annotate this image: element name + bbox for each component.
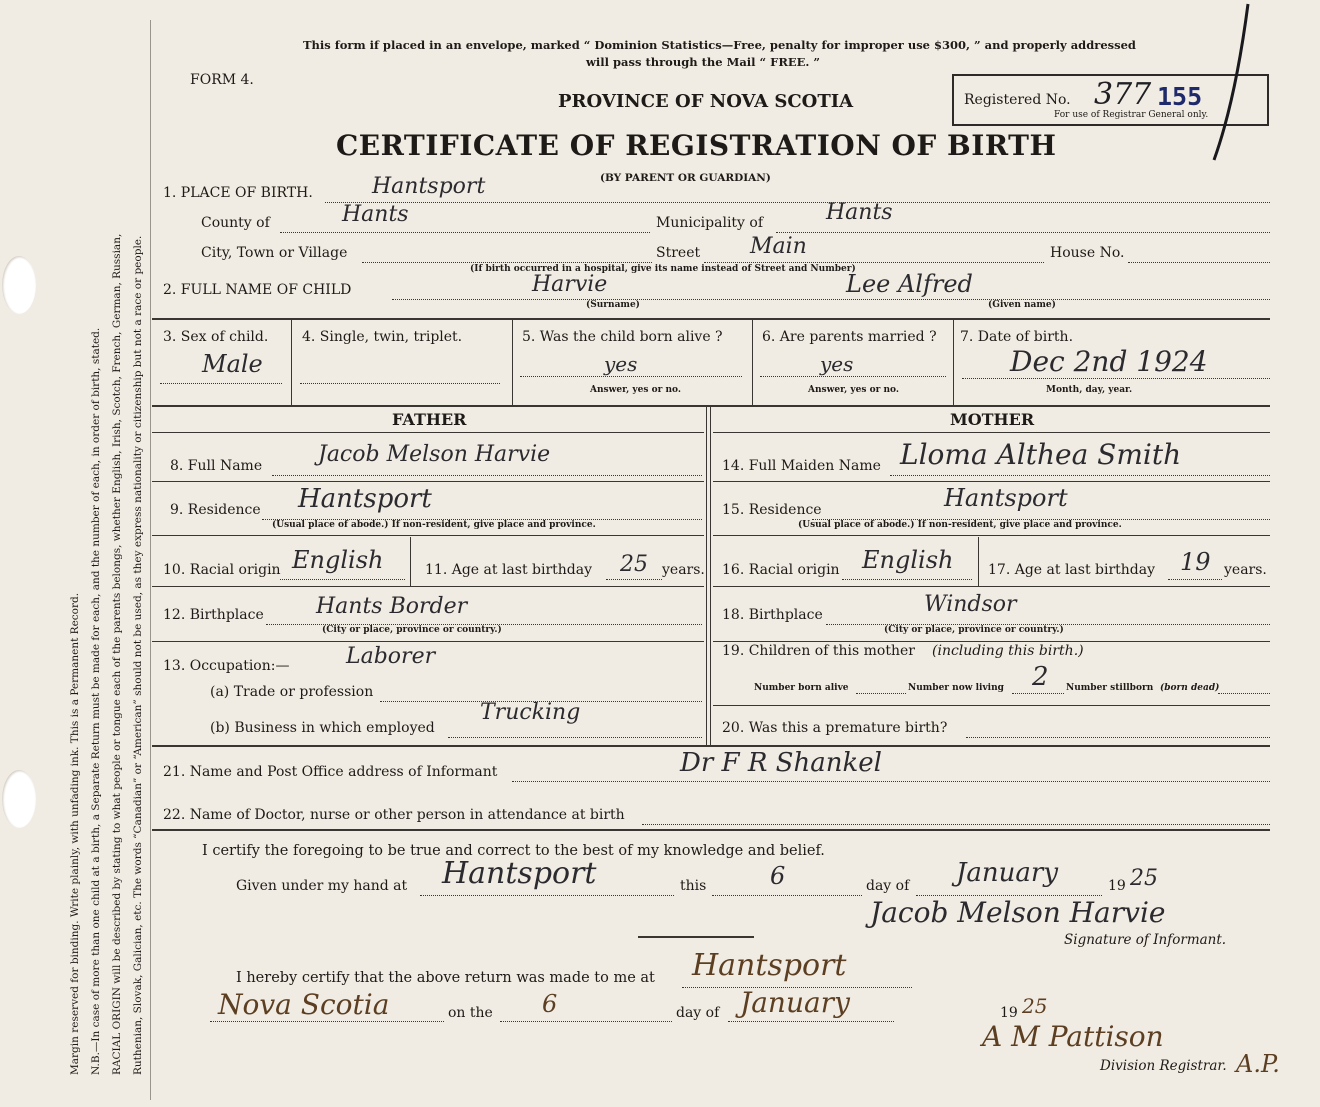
registrar-day-value: 6 bbox=[542, 990, 558, 1018]
children-label: 19. Children of this mother bbox=[722, 643, 915, 659]
informant-value: Dr F R Shankel bbox=[680, 748, 882, 778]
county-label: County of bbox=[201, 215, 270, 231]
children-living-value: 2 bbox=[1032, 662, 1049, 692]
mother-rule-3 bbox=[713, 586, 1270, 587]
dob-value: Dec 2nd 1924 bbox=[1010, 345, 1208, 378]
given-place-line bbox=[420, 895, 674, 896]
given-day-of-label: day of bbox=[866, 878, 910, 894]
registrar-signature: A M Pattison bbox=[982, 1020, 1164, 1053]
informant-signature: Jacob Melson Harvie bbox=[870, 896, 1166, 929]
father-birthplace-label: 12. Birthplace bbox=[163, 607, 264, 623]
place-of-birth-label: 1. PLACE OF BIRTH. bbox=[163, 185, 313, 201]
registrar-day-line bbox=[500, 1021, 672, 1022]
registrar-place2-value: Nova Scotia bbox=[218, 988, 390, 1021]
mother-racial-divider bbox=[978, 537, 979, 587]
premature-line bbox=[966, 737, 1270, 738]
father-occupation-value: Laborer bbox=[346, 644, 436, 669]
father-name-value: Jacob Melson Harvie bbox=[318, 442, 551, 467]
col-divider-2 bbox=[512, 320, 513, 406]
dob-line bbox=[962, 378, 1270, 379]
father-heading: FATHER bbox=[392, 410, 467, 429]
informant-label: 21. Name and Post Office address of Informant bbox=[163, 764, 498, 780]
mother-rule-1 bbox=[713, 481, 1270, 482]
children-stillborn-line bbox=[1218, 693, 1270, 694]
col-divider-4 bbox=[953, 320, 954, 406]
father-business-label: (b) Business in which employed bbox=[210, 720, 435, 736]
certificate-title: CERTIFICATE OF REGISTRATION OF BIRTH bbox=[336, 129, 1057, 162]
registrar-month-line bbox=[728, 1021, 894, 1022]
father-racial-line bbox=[280, 579, 405, 580]
mother-residence-label: 15. Residence bbox=[722, 502, 822, 518]
married-line bbox=[760, 376, 946, 377]
father-racial-label: 10. Racial origin bbox=[163, 562, 281, 578]
mother-residence-caption: (Usual place of abode.) If non-resident, give place and province. bbox=[798, 520, 1122, 530]
mother-years-label: years. bbox=[1224, 562, 1267, 578]
mother-rule-5 bbox=[713, 705, 1270, 706]
father-heading-rule bbox=[152, 432, 704, 433]
postal-notice-line2: will pass through the Mail “ FREE. ” bbox=[586, 55, 821, 69]
county-value: Hants bbox=[342, 202, 409, 227]
mother-rule-4 bbox=[713, 641, 1270, 642]
given-month-value: January bbox=[956, 858, 1059, 888]
full-name-line bbox=[392, 299, 1270, 300]
father-rule-3 bbox=[152, 586, 704, 587]
father-racial-value: English bbox=[292, 546, 384, 574]
born-alive-label: 5. Was the child born alive ? bbox=[522, 329, 723, 345]
registrar-year-suffix: 25 bbox=[1022, 994, 1048, 1018]
parent-divider-left bbox=[706, 407, 707, 745]
certificate-subtitle: (BY PARENT OR GUARDIAN) bbox=[600, 172, 771, 184]
parent-divider-right bbox=[710, 407, 711, 745]
informant-line bbox=[512, 781, 1270, 782]
form-number: FORM 4. bbox=[190, 72, 254, 88]
father-name-line bbox=[272, 475, 702, 476]
father-business-line bbox=[448, 737, 702, 738]
married-caption: Answer, yes or no. bbox=[808, 385, 899, 395]
mother-name-value: Lloma Althea Smith bbox=[900, 438, 1182, 471]
place-of-birth-value: Hantsport bbox=[372, 174, 486, 199]
hospital-note: (If birth occurred in a hospital, give its name instead of Street and Number) bbox=[470, 264, 856, 274]
given-name-value: Lee Alfred bbox=[846, 270, 973, 298]
city-label: City, Town or Village bbox=[201, 245, 348, 261]
children-living-label: Number now living bbox=[908, 683, 1004, 693]
sidenote-multiple-births: N.B.—In case of more than one child at a birth, a Separate Return must be made for each, and the number of each, in order of birth, stated. bbox=[90, 327, 102, 1075]
municipality-value: Hants bbox=[826, 200, 893, 225]
binding-hole-bottom bbox=[2, 770, 36, 828]
binding-hole-top bbox=[2, 256, 36, 314]
father-racial-divider bbox=[410, 537, 411, 587]
father-age-line bbox=[606, 579, 662, 580]
mother-age-line bbox=[1168, 579, 1222, 580]
registrar-place-value: Hantsport bbox=[692, 948, 847, 983]
street-line bbox=[704, 262, 1044, 263]
house-number-line bbox=[1128, 262, 1270, 263]
father-years-label: years. bbox=[662, 562, 705, 578]
registrar-day-of-label: day of bbox=[676, 1005, 720, 1021]
registered-number-stamped: 155 bbox=[1157, 82, 1203, 111]
street-value: Main bbox=[750, 234, 807, 259]
married-label: 6. Are parents married ? bbox=[762, 329, 937, 345]
doctor-label: 22. Name of Doctor, nurse or other person in attendance at birth bbox=[163, 807, 625, 823]
mother-age-label: 17. Age at last birthday bbox=[988, 562, 1156, 578]
mother-birthplace-caption: (City or place, province or country.) bbox=[884, 625, 1064, 635]
born-alive-caption: Answer, yes or no. bbox=[590, 385, 681, 395]
mother-racial-label: 16. Racial origin bbox=[722, 562, 840, 578]
children-born-alive-line bbox=[856, 693, 906, 694]
province-heading: PROVINCE OF NOVA SCOTIA bbox=[558, 91, 854, 112]
children-stillborn-label: Number stillborn bbox=[1066, 683, 1154, 693]
registrar-year-prefix: 19 bbox=[1000, 1005, 1018, 1021]
given-year-prefix: 19 bbox=[1108, 878, 1126, 894]
sidenote-racial-origin-continued: Ruthenian, Slovak, Galician, etc. The words “Canadian” or “American” should not be used, as they express nationality or citizenship but not a race or people. bbox=[132, 235, 144, 1075]
registrar-statement: I hereby certify that the above return was made to me at bbox=[236, 970, 655, 986]
this-label: this bbox=[680, 878, 707, 894]
born-alive-line bbox=[520, 376, 742, 377]
children-note: (including this birth.) bbox=[932, 643, 1084, 659]
father-occupation-label: 13. Occupation:— bbox=[163, 658, 290, 674]
father-residence-label: 9. Residence bbox=[170, 502, 261, 518]
rule-below-doctor bbox=[152, 829, 1270, 831]
mother-residence-value: Hantsport bbox=[944, 484, 1068, 512]
father-birthplace-caption: (City or place, province or country.) bbox=[322, 625, 502, 635]
mother-heading-rule bbox=[713, 432, 1270, 433]
col-divider-3 bbox=[752, 320, 753, 406]
sidenote-racial-origin: RACIAL ORIGIN will be described by stating to what people or tongue each of the parents belongs, whether English, Irish, Scotch, French, German, Russian, bbox=[111, 233, 123, 1075]
given-name-caption: (Given name) bbox=[988, 300, 1056, 310]
given-day-value: 6 bbox=[770, 862, 786, 890]
county-line bbox=[280, 232, 650, 233]
father-birthplace-value: Hants Border bbox=[316, 594, 468, 619]
given-day-line bbox=[712, 895, 862, 896]
certification-separator bbox=[638, 936, 754, 938]
father-trade-label: (a) Trade or profession bbox=[210, 684, 374, 700]
dob-label: 7. Date of birth. bbox=[960, 329, 1074, 345]
municipality-label: Municipality of bbox=[656, 215, 764, 231]
children-born-alive-label: Number born alive bbox=[754, 683, 849, 693]
registrar-initials: A.P. bbox=[1236, 1050, 1280, 1078]
mother-birthplace-label: 18. Birthplace bbox=[722, 607, 823, 623]
certification-statement: I certify the foregoing to be true and correct to the best of my knowledge and belief. bbox=[202, 843, 825, 859]
col-divider-1 bbox=[291, 320, 292, 406]
doctor-line bbox=[642, 824, 1270, 825]
father-name-label: 8. Full Name bbox=[170, 458, 263, 474]
house-number-label: House No. bbox=[1050, 245, 1125, 261]
pen-stroke-mark bbox=[1190, 0, 1260, 170]
born-alive-value: yes bbox=[604, 352, 638, 376]
dob-caption: Month, day, year. bbox=[1046, 385, 1133, 395]
sex-line bbox=[160, 383, 282, 384]
mother-racial-line bbox=[842, 579, 972, 580]
registered-number-label: Registered No. bbox=[964, 92, 1071, 108]
father-residence-caption: (Usual place of abode.) If non-resident, give place and province. bbox=[272, 520, 596, 530]
father-rule-1 bbox=[152, 481, 704, 482]
plurality-line bbox=[300, 383, 500, 384]
mother-age-value: 19 bbox=[1180, 548, 1211, 576]
rule-above-row3 bbox=[152, 318, 1270, 320]
children-living-line bbox=[1012, 693, 1064, 694]
city-line bbox=[362, 262, 652, 263]
father-business-value: Trucking bbox=[480, 700, 581, 725]
given-under-label: Given under my hand at bbox=[236, 878, 408, 894]
on-the-label: on the bbox=[448, 1005, 493, 1021]
rule-below-parents bbox=[152, 745, 1270, 747]
binding-margin-line bbox=[150, 20, 151, 1100]
mother-name-line bbox=[890, 475, 1270, 476]
place-of-birth-line bbox=[325, 202, 1270, 203]
father-age-value: 25 bbox=[620, 552, 648, 577]
father-residence-value: Hantsport bbox=[298, 484, 432, 514]
plurality-label: 4. Single, twin, triplet. bbox=[302, 329, 463, 345]
registrar-place2-line bbox=[210, 1021, 444, 1022]
postal-notice-line1: This form if placed in an envelope, marked “ Dominion Statistics—Free, penalty for improper use $300, ” and properly addressed bbox=[303, 38, 1136, 52]
municipality-line bbox=[776, 232, 1270, 233]
street-label: Street bbox=[656, 245, 701, 261]
surname-caption: (Surname) bbox=[586, 300, 640, 310]
informant-signature-caption: Signature of Informant. bbox=[1064, 932, 1227, 948]
rule-below-row3 bbox=[152, 405, 1270, 407]
full-name-label: 2. FULL NAME OF CHILD bbox=[163, 282, 352, 298]
surname-value: Harvie bbox=[532, 272, 608, 297]
given-place-value: Hantsport bbox=[442, 856, 597, 891]
sidenote-binding: Margin reserved for binding. Write plainly, with unfading ink. This is a Permanent Record. bbox=[69, 592, 81, 1075]
sex-label: 3. Sex of child. bbox=[163, 329, 269, 345]
father-rule-2 bbox=[152, 535, 704, 536]
mother-name-label: 14. Full Maiden Name bbox=[722, 458, 881, 474]
mother-rule-2 bbox=[713, 535, 1270, 536]
sex-value: Male bbox=[202, 350, 263, 378]
mother-heading: MOTHER bbox=[950, 410, 1035, 429]
registrar-use-note: For use of Registrar General only. bbox=[1054, 110, 1209, 120]
children-stillborn-note: (born dead) bbox=[1160, 683, 1220, 693]
married-value: yes bbox=[820, 352, 854, 376]
registrar-caption: Division Registrar. bbox=[1100, 1058, 1227, 1074]
given-year-suffix: 25 bbox=[1130, 866, 1158, 891]
father-rule-4 bbox=[152, 641, 704, 642]
premature-label: 20. Was this a premature birth? bbox=[722, 720, 948, 736]
registered-number-handwritten: 377 bbox=[1094, 77, 1152, 112]
mother-birthplace-value: Windsor bbox=[924, 592, 1017, 617]
mother-racial-value: English bbox=[862, 546, 954, 574]
father-age-label: 11. Age at last birthday bbox=[425, 562, 593, 578]
registrar-month-value: January bbox=[740, 986, 850, 1019]
